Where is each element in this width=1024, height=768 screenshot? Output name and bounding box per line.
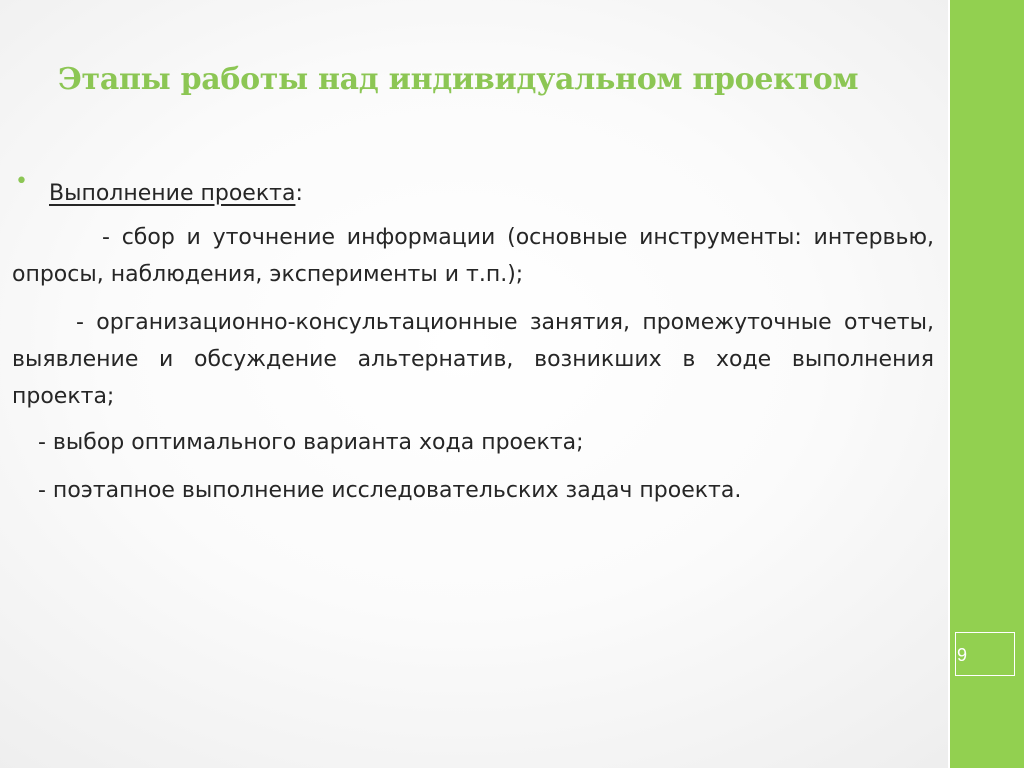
page-number: 9 xyxy=(955,632,1015,676)
paragraph-2: - организационно-консультационные занятия, промежуточные отчеты, выявление и обсуждение альтернатив, возникших в ходе выполнения проекта; xyxy=(12,310,934,409)
paragraph-3: - выбор оптимального варианта хода проекта; xyxy=(38,430,584,455)
paragraph-4: - поэтапное выполнение исследовательских задач проекта. xyxy=(38,478,742,503)
slide-content xyxy=(12,169,934,509)
paragraph-1: - сбор и уточнение информации (основные инструменты: интервью, опросы, наблюдения, эксперименты и т.п.); xyxy=(12,225,934,287)
bullet-label: Выполнение проекта xyxy=(49,181,296,206)
slide-title: Этапы работы над индивидуальном проектом xyxy=(58,62,859,97)
bullet-suffix: : xyxy=(295,181,303,206)
bullet-item xyxy=(12,169,934,212)
bullet-dot-icon: • xyxy=(15,169,28,194)
bullet-text xyxy=(49,181,303,206)
